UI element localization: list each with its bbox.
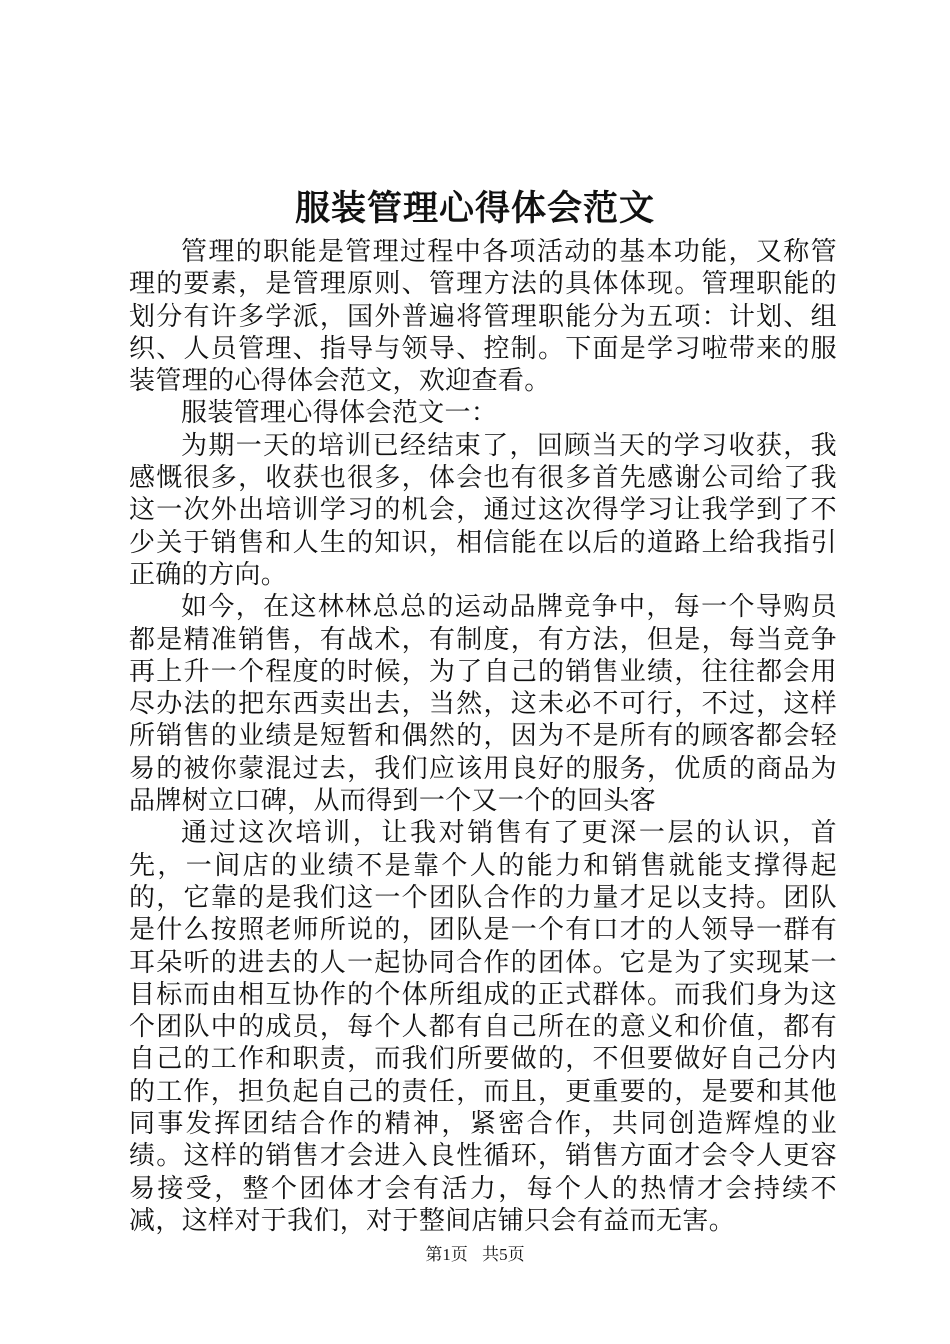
- paragraph-training: 为期一天的培训已经结束了，回顾当天的学习收获，我感慨很多，收获也很多，体会也有很多首先感谢公司给了我这一次外出培训学习的机会，通过这次得学习让我学到了不少关于销售和人生的知识，相信能在以后的道路上给我指引正确的方向。: [129, 430, 837, 590]
- paragraph-competition: 如今，在这林林总总的运动品牌竞争中，每一个导购员都是精准销售，有战术，有制度，有方法，但是，每当竞争再上升一个程度的时候，为了自己的销售业绩，往往都会用尽办法的把东西卖出去，当然，这未必不可行，不过，这样所销售的业绩是短暂和偶然的，因为不是所有的顾客都会轻易的被你蒙混过去，我们应该用良好的服务，优质的商品为品牌树立口碑，从而得到一个又一个的回头客: [129, 592, 837, 817]
- paragraph-teamwork: 通过这次培训，让我对销售有了更深一层的认识，首先，一间店的业绩不是靠个人的能力和销售就能支撑得起的，它靠的是我们这一个团队合作的力量才足以支持。团队是什么按照老师所说的，团队是一个有口才的人领导一群有耳朵听的进去的人一起协同合作的团体。它是为了实现某一目标而由相互协作的个体所组成的正式群体。而我们身为这个团队中的成员，每个人都有自己所在的意义和价值，都有自己的工作和职责，而我们所要做的，不但要做好自己分内的工作，担负起自己的责任，而且，更重要的，是要和其他同事发挥团结合作的精神，紧密合作，共同创造辉煌的业绩。这样的销售才会进入良性循环，销售方面才会令人更容易接受，整个团体才会有活力，每个人的热情才会持续不减，这样对于我们，对于整间店铺只会有益而无害。: [129, 818, 837, 1236]
- paragraph-intro: 管理的职能是管理过程中各项活动的基本功能，又称管理的要素，是管理原则、管理方法的具体体现。管理职能的划分有许多学派，国外普遍将管理职能分为五项：计划、组织、人员管理、指导与领导、控制。下面是学习啦带来的服装管理的心得体会范文，欢迎查看。: [129, 237, 837, 397]
- paragraph-section-heading: 服装管理心得体会范文一：: [181, 398, 498, 429]
- document-title: 服装管理心得体会范文: [294, 188, 655, 229]
- total-pages: 共5页: [482, 1245, 525, 1264]
- document-body: [129, 236, 837, 1237]
- page-footer: [0, 1243, 950, 1267]
- page-number: 第1页: [425, 1245, 468, 1264]
